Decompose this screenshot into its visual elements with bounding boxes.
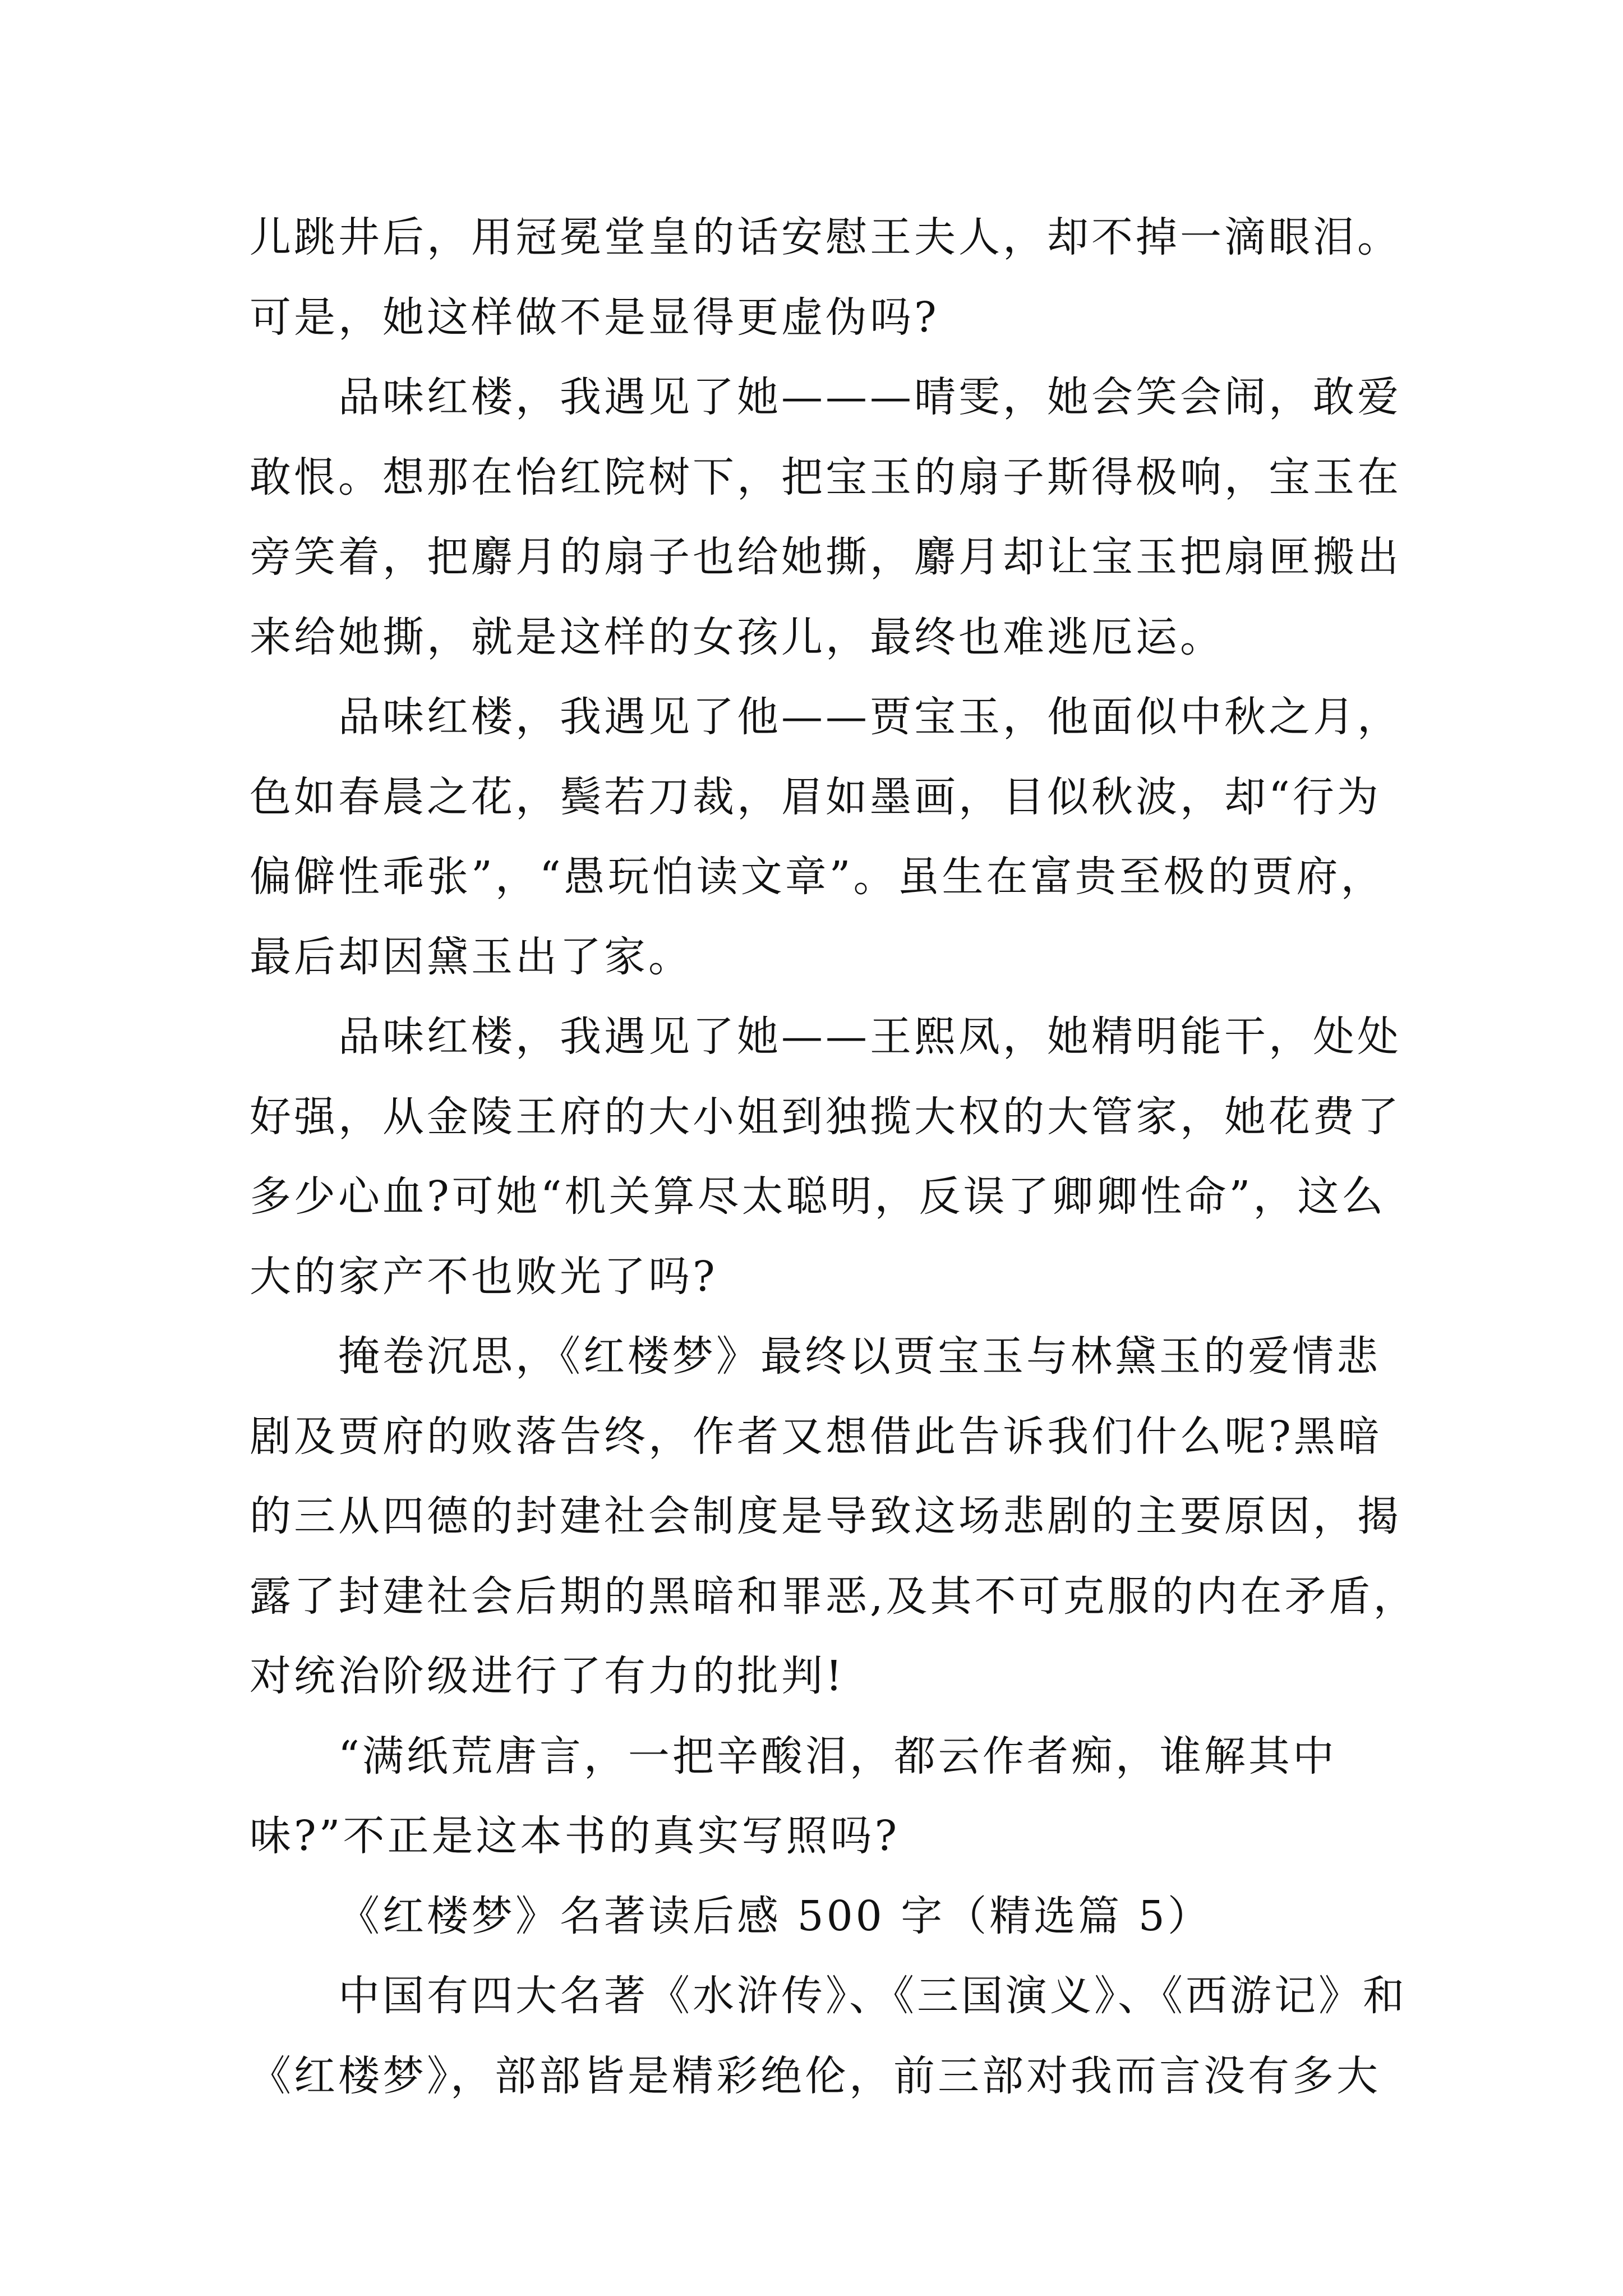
text-line: 儿跳井后，用冠冕堂皇的话安慰王夫人，却不掉一滴眼泪。 [250, 213, 1401, 261]
text-line: 的三从四德的封建社会制度是导致这场悲剧的主要原因，揭 [250, 1492, 1401, 1540]
text-line: 多少心血?可她“机关算尽太聪明，反误了卿卿性命”，这么 [250, 1172, 1386, 1221]
text-line: 偏僻性乖张”，“愚玩怕读文章”。虽生在富贵至极的贾府， [250, 853, 1385, 901]
text-line: 《红楼梦》，部部皆是精彩绝伦，前三部对我而言没有多大 [250, 2051, 1381, 2100]
text-line: 中国有四大名著《水浒传》、《三国演义》、《西游记》和 [338, 1972, 1407, 2020]
text-line: 敢恨。想那在怡红院树下，把宝玉的扇子斯得极响，宝玉在 [250, 453, 1401, 501]
text-line: 品味红楼，我遇见了她——王熙凤，她精明能干，处处 [338, 1013, 1401, 1061]
text-line: 大的家产不也败光了吗? [250, 1252, 718, 1301]
text-line: 旁笑着，把麝月的扇子也给她撕，麝月却让宝玉把扇匣搬出 [250, 533, 1401, 581]
text-line: 掩卷沉思，《红楼梦》最终以贾宝玉与林黛玉的爱情悲 [338, 1332, 1381, 1381]
body-text [250, 197, 1418, 2116]
text-line: 对统治阶级进行了有力的批判! [250, 1652, 845, 1700]
text-line: 剧及贾府的败落告终，作者又想借此告诉我们什么呢?黑暗 [250, 1412, 1382, 1461]
text-line: 品味红楼，我遇见了他——贾宝玉，他面似中秋之月， [338, 693, 1401, 741]
text-line: 最后却因黛玉出了家。 [250, 932, 693, 981]
text-line: 品味红楼，我遇见了她———晴雯，她会笑会闹，敢爱 [338, 373, 1401, 421]
text-line: 《红楼梦》名著读后感 500 字（精选篇 5） [338, 1892, 1212, 1940]
text-line: 色如春晨之花，鬓若刀裁，眉如墨画，目似秋波，却“行为 [250, 772, 1381, 821]
text-line: 露了封建社会后期的黑暗和罪恶,及其不可克服的内在矛盾， [250, 1572, 1418, 1621]
text-line: 来给她撕，就是这样的女孩儿，最终也难逃厄运。 [250, 613, 1224, 661]
text-line: 可是，她这样做不是显得更虚伪吗? [250, 293, 939, 342]
text-line: “满纸荒唐言，一把辛酸泪，都云作者痴，谁解其中 [338, 1732, 1337, 1780]
text-line: 味?”不正是这本书的真实写照吗? [250, 1812, 900, 1860]
text-line: 好强，从金陵王府的大小姐到独揽大权的大管家，她花费了 [250, 1092, 1401, 1141]
